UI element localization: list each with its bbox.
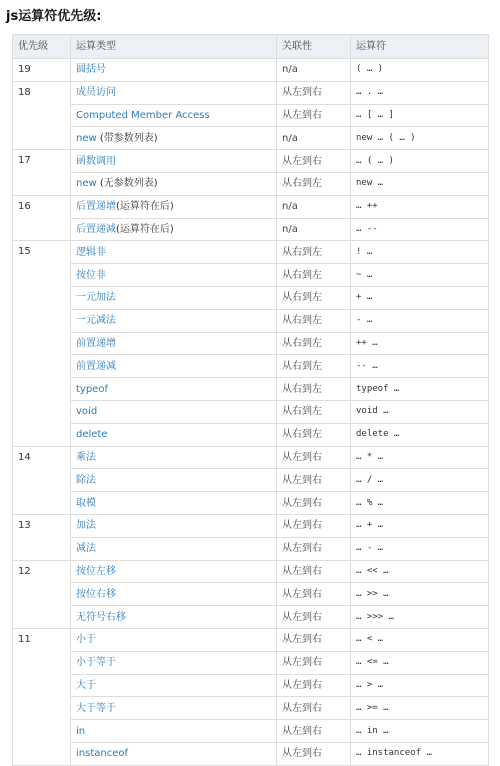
associativity-cell: 从左到右 [277, 606, 351, 629]
operator-cell: … ( … ) [351, 150, 489, 173]
table-row [13, 742, 489, 765]
operation-type-cell [71, 469, 277, 492]
associativity-cell: 从右到左 [277, 264, 351, 287]
associativity-cell: 从左到右 [277, 697, 351, 720]
operation-type-cell [71, 81, 277, 104]
table-row [13, 583, 489, 606]
operator-cell: - … [351, 309, 489, 332]
operation-type-cell [71, 514, 277, 537]
operator-cell: ~ … [351, 264, 489, 287]
operation-type-link[interactable]: new [76, 132, 97, 144]
operation-type-link[interactable]: 加法 [76, 520, 96, 532]
associativity-cell: 从右到左 [277, 286, 351, 309]
operation-type-link[interactable]: void [76, 406, 98, 418]
operation-type-cell [71, 150, 277, 173]
operation-type-link[interactable]: new [76, 178, 97, 190]
table-row [13, 651, 489, 674]
associativity-cell: 从右到左 [277, 355, 351, 378]
operation-type-cell [71, 286, 277, 309]
operator-cell: … >= … [351, 697, 489, 720]
associativity-cell: 从左到右 [277, 537, 351, 560]
table-row [13, 104, 489, 127]
operation-type-cell [71, 104, 277, 127]
operation-type-cell [71, 492, 277, 515]
associativity-cell: 从右到左 [277, 378, 351, 401]
table-body [13, 59, 489, 766]
operation-type-cell [71, 59, 277, 82]
header-precedence: 优先级 [13, 35, 71, 59]
precedence-cell: 18 [13, 81, 71, 149]
table-row [13, 309, 489, 332]
associativity-cell: 从左到右 [277, 469, 351, 492]
table-row [13, 720, 489, 743]
associativity-cell: n/a [277, 195, 351, 218]
operation-type-link[interactable]: 取模 [76, 497, 96, 509]
operation-type-link[interactable]: 一元减法 [76, 315, 116, 327]
table-row [13, 423, 489, 446]
associativity-cell: 从左到右 [277, 628, 351, 651]
operation-type-cell [71, 606, 277, 629]
operator-cell: typeof … [351, 378, 489, 401]
table-row [13, 446, 489, 469]
operation-type-link[interactable]: 后置递减 [76, 223, 116, 235]
operator-precedence-table [12, 34, 489, 766]
associativity-cell: 从左到右 [277, 720, 351, 743]
operation-type-cell [71, 355, 277, 378]
operator-cell: -- … [351, 355, 489, 378]
operator-cell: ( … ) [351, 59, 489, 82]
table-row [13, 469, 489, 492]
operator-cell: void … [351, 400, 489, 423]
precedence-cell: 19 [13, 59, 71, 82]
associativity-cell: 从右到左 [277, 172, 351, 195]
table-row [13, 537, 489, 560]
operation-type-note: (带参数列表) [96, 132, 158, 144]
associativity-cell: n/a [277, 127, 351, 150]
operator-cell: … << … [351, 560, 489, 583]
operation-type-link[interactable]: 成员访问 [76, 87, 116, 99]
operation-type-link[interactable]: 乘法 [76, 451, 96, 463]
operation-type-cell [71, 241, 277, 264]
associativity-cell: 从左到右 [277, 446, 351, 469]
associativity-cell: 从右到左 [277, 332, 351, 355]
operation-type-cell [71, 674, 277, 697]
operator-cell: … -- [351, 218, 489, 241]
operation-type-cell [71, 583, 277, 606]
associativity-cell: 从左到右 [277, 514, 351, 537]
associativity-cell: 从右到左 [277, 423, 351, 446]
operation-type-note: (运算符在后) [116, 201, 174, 213]
table-row [13, 332, 489, 355]
operation-type-note: (运算符在后) [116, 223, 174, 235]
associativity-cell: 从左到右 [277, 81, 351, 104]
operator-cell: ++ … [351, 332, 489, 355]
operator-cell: … % … [351, 492, 489, 515]
table-row [13, 378, 489, 401]
precedence-cell: 13 [13, 514, 71, 560]
header-associativity: 关联性 [277, 35, 351, 59]
operation-type-cell [71, 697, 277, 720]
precedence-cell: 12 [13, 560, 71, 628]
table-row [13, 241, 489, 264]
operation-type-cell [71, 127, 277, 150]
operation-type-link[interactable]: 小于 [76, 634, 96, 646]
operator-cell: … [ … ] [351, 104, 489, 127]
operator-cell: … instanceof … [351, 742, 489, 765]
operation-type-link[interactable]: 大于等于 [76, 702, 116, 714]
operator-cell: … / … [351, 469, 489, 492]
precedence-cell: 14 [13, 446, 71, 514]
header-operation-type: 运算类型 [71, 35, 277, 59]
associativity-cell: 从右到左 [277, 241, 351, 264]
page-title: js运算符优先级: [6, 9, 102, 24]
table-row [13, 355, 489, 378]
associativity-cell: 从左到右 [277, 492, 351, 515]
operation-type-cell [71, 560, 277, 583]
operation-type-link[interactable]: 后置递增 [76, 201, 116, 213]
associativity-cell: 从左到右 [277, 674, 351, 697]
operator-cell: ! … [351, 241, 489, 264]
precedence-cell: 15 [13, 241, 71, 446]
operation-type-cell [71, 195, 277, 218]
precedence-cell: 11 [13, 628, 71, 765]
operator-cell: … <= … [351, 651, 489, 674]
operation-type-link[interactable]: typeof [76, 383, 108, 395]
operator-cell: + … [351, 286, 489, 309]
associativity-cell: 从左到右 [277, 104, 351, 127]
operator-cell: … . … [351, 81, 489, 104]
associativity-cell: 从左到右 [277, 583, 351, 606]
operator-cell: … + … [351, 514, 489, 537]
operation-type-link[interactable]: 前置递减 [76, 360, 116, 372]
operation-type-link[interactable]: instanceof [76, 748, 129, 760]
operation-type-cell [71, 423, 277, 446]
operator-cell: new … ( … ) [351, 127, 489, 150]
operation-type-link[interactable]: 按位右移 [76, 588, 116, 600]
operation-type-cell [71, 720, 277, 743]
operation-type-link[interactable]: 函数调用 [76, 155, 116, 167]
table-row [13, 606, 489, 629]
table-row [13, 628, 489, 651]
operator-cell: … < … [351, 628, 489, 651]
operation-type-link[interactable]: 小于等于 [76, 657, 116, 669]
header-operator: 运算符 [351, 35, 489, 59]
operation-type-cell [71, 378, 277, 401]
associativity-cell: 从右到左 [277, 309, 351, 332]
operation-type-link[interactable]: delete [76, 429, 108, 441]
operation-type-cell [71, 651, 277, 674]
table-row [13, 514, 489, 537]
operation-type-cell [71, 172, 277, 195]
operator-cell: … ++ [351, 195, 489, 218]
operator-cell: new … [351, 172, 489, 195]
operation-type-link[interactable]: 前置递增 [76, 337, 116, 349]
table-row [13, 560, 489, 583]
header-row [13, 35, 489, 59]
table-row [13, 697, 489, 720]
operation-type-link[interactable]: 减法 [76, 543, 96, 555]
operator-cell: … >> … [351, 583, 489, 606]
table-row [13, 172, 489, 195]
precedence-cell: 16 [13, 195, 71, 241]
operation-type-link[interactable]: 一元加法 [76, 292, 116, 304]
table-row [13, 218, 489, 241]
table-row [13, 492, 489, 515]
table-row [13, 59, 489, 82]
table-row [13, 81, 489, 104]
operator-cell: … in … [351, 720, 489, 743]
table-row [13, 264, 489, 287]
operation-type-cell [71, 218, 277, 241]
associativity-cell: 从左到右 [277, 150, 351, 173]
operator-cell: … * … [351, 446, 489, 469]
associativity-cell: 从左到右 [277, 651, 351, 674]
associativity-cell: n/a [277, 59, 351, 82]
operation-type-link[interactable]: 圆括号 [76, 64, 106, 76]
operation-type-link[interactable]: Computed Member Access [76, 109, 210, 121]
associativity-cell: 从右到左 [277, 400, 351, 423]
operation-type-link[interactable]: 无符号右移 [76, 611, 126, 623]
operation-type-link[interactable]: 按位左移 [76, 565, 116, 577]
table-row [13, 127, 489, 150]
table-row [13, 150, 489, 173]
operation-type-cell [71, 742, 277, 765]
operation-type-cell [71, 537, 277, 560]
associativity-cell: 从左到右 [277, 742, 351, 765]
operation-type-cell [71, 446, 277, 469]
table-header [13, 35, 489, 59]
operator-cell: … >>> … [351, 606, 489, 629]
table-row [13, 674, 489, 697]
operator-cell: delete … [351, 423, 489, 446]
operation-type-link[interactable]: 逻辑非 [76, 246, 106, 258]
operation-type-cell [71, 332, 277, 355]
operation-type-cell [71, 628, 277, 651]
operation-type-link[interactable]: 按位非 [76, 269, 106, 281]
operation-type-cell [71, 400, 277, 423]
associativity-cell: 从左到右 [277, 560, 351, 583]
operation-type-cell [71, 309, 277, 332]
operation-type-cell [71, 264, 277, 287]
associativity-cell: n/a [277, 218, 351, 241]
table-row [13, 286, 489, 309]
operation-type-note: (无参数列表) [96, 178, 158, 190]
table-row [13, 195, 489, 218]
operation-type-link[interactable]: 大于 [76, 679, 96, 691]
precedence-cell: 17 [13, 150, 71, 196]
operation-type-link[interactable]: 除法 [76, 474, 96, 486]
table-row [13, 400, 489, 423]
operator-cell: … - … [351, 537, 489, 560]
operation-type-link[interactable]: in [76, 725, 86, 737]
operator-cell: … > … [351, 674, 489, 697]
